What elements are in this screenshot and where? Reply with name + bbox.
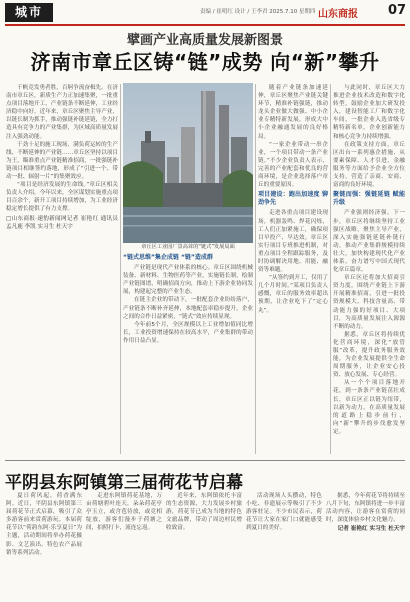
page-number: 07 (388, 3, 407, 18)
paragraph: 夏日荷风起，荷香满东阿。近日，平阴县东阿镇第三届荷花节正式启幕，吸引了众多游客前来赏荷游玩。本届荷花节以“荷韵东阿·乐享夏日”为主题，活动期间将举办荷花摄影、文艺演出、特色农产品展销等系列活动。 (6, 493, 82, 556)
article-kicker: 擘画产业高质量发展新图景 (126, 33, 283, 48)
paragraph: “从签约到开工，仅用了几个月时间。”某项目负责人感慨，章丘的服务效率超出预期，让企业吃下了“定心丸”。 (258, 275, 328, 314)
photo-caption: 章丘区工业园厂景高耸的“链式”发展局面 (141, 244, 235, 250)
paragraph: 今年前5个月，全区规模以上工业增加值同比增长，工业投资增速保持在较高水平，产业集群的带动作用日益凸显。 (123, 321, 253, 344)
article2-headline: 平阴县东阿镇第三届荷花节启幕 (5, 473, 243, 493)
article2-column-4 (246, 492, 322, 598)
byline: 记者 崔艳红 实习生 杜天宇 (337, 526, 405, 533)
paragraph: 据悉，章丘区将持续优化营商环境，深化“放管服”改革，提升政务服务效能，为企业发展提供全生命周期服务，让企业安心投资、放心发展、专心经营。 (333, 331, 405, 379)
article-column-3 (258, 84, 328, 454)
column-rule (120, 84, 121, 454)
newspaper-name: 山东商报 (318, 9, 358, 20)
paragraph: 近年来，东阿镇依托丰富的生态资源，大力发展乡村旅游，荷花节已成为当地的特色文旅品牌，带动了周边村民增收致富。 (166, 493, 242, 532)
paragraph: 在政策支持方面，章丘区出台一系列惠企措施，从要素保障、人才引进、金融服务等方面给予企业全方位支持，营造了亲商、安商、富商的良好环境。 (333, 141, 405, 189)
paragraph: 与此同时，章丘区大力推进企业技术改造和数字化转型，鼓励企业加大研发投入，建设智能工厂和数字化车间，一批企业入选省级专精特新名单，企业创新能力和核心竞争力持续增强。 (333, 85, 405, 140)
byline: □山东商报·速豹新闻网记者 崔艳红 通讯员 孟凡鹿 李凯 实习生 杜天宇 (6, 215, 118, 230)
paragraph: 从一个个项目落地开花，到一条条产业链茁壮成长，章丘区正以链为纽带，以新为动力，在高质量发展的道路上稳步前行，向“新”攀升的步伐愈发坚定。 (333, 380, 405, 435)
industrial-plant-illustration (123, 83, 253, 243)
paragraph: 随着产业链条加速延伸，章丘区聚焦产业链关键环节，精准补链强链，推动龙头企业做大做强、中小企业专精特新发展，形成大中小企业融通发展的良好格局。 (258, 85, 328, 140)
column-rule (330, 84, 331, 454)
page-header (0, 0, 410, 24)
section-subhead: “链式思维”集企成链 “链”造成群 (123, 254, 213, 261)
paragraph: “项目是经济发展的生命线。”章丘区相关负责人介绍，今年以来，全区谋划实施重点项目百余个，新开工项目持续增加，为工业经济稳定增长提供了有力支撑。 (6, 182, 118, 213)
paragraph: 走进东阿镇荷花基地，万亩荷塘碧叶连天，朵朵荷花亭亭玉立，或含苞待放，或竞相绽放，游客们漫步于荷塘之间，拍照打卡，流连忘返。 (86, 493, 162, 532)
paragraph: “一家企业带动一串企业，一个项目带动一条产业链。”不少企业负责人表示，完善的产业配套和优良的营商环境，是企业选择落户章丘的重要原因。 (258, 141, 328, 189)
article2-column-1 (6, 492, 82, 598)
paragraph: 产业链是现代产业体系的核心。章丘区围绕机械装备、新材料、生物医药等产业，实施链长制，绘制产业链图谱，明确招商方向，推动上下游企业协同发展，构建起完整的产业生态。 (123, 265, 253, 296)
article2-column-2 (86, 492, 162, 598)
column-rule (255, 84, 256, 454)
paragraph: 活动现场人头攒动，特色小吃、非遗展示等吸引了不少游客驻足。不少市民表示，荷花节让大家在家门口就能感受到夏日的美好。 (246, 493, 322, 532)
article-column-4 (333, 84, 405, 454)
page-meta: 责编 / 崔明红 设计 / 王李君 2025.7.10 星期四 (200, 9, 316, 15)
article-divider (5, 460, 405, 461)
paragraph: 在链主企业的带动下，一批配套企业纷纷落户，产业链条不断补齐延伸，本地配套率稳步提升，企业之间的合作日益紧密，“链式”效应持续显现。 (123, 297, 253, 320)
header-rule (5, 24, 405, 26)
article-headline: 济南市章丘区铸“链”成势 向“新”攀升 (30, 50, 380, 74)
paragraph: 据悉，今年荷花节将持续至八月下旬，东阿镇将进一步丰富活动内容，让游客在赏荷的同时，深度体验乡村文化魅力。 (326, 493, 405, 524)
paragraph: 章丘区还将加大招商引资力度，围绕产业链上下游开展精准招商，引进一批投资规模大、科技含量高、带动能力强的好项目、大项目，为高质量发展注入源源不断的动力。 (333, 275, 405, 330)
factory-photo (123, 83, 253, 243)
paragraph: 千帆竞发勇者胜，百舸争流奋楫先。在济南市章丘区，新质生产力正加速集聚，一批重点项目落地开工，产业链条不断延伸，工业经济稳中向好。近年来，章丘区聚焦主导产业，以链长制为抓手，推动强链补链延链，全力打造具有竞争力的产业集群，为区域高质量发展注入强劲动能。 (6, 85, 118, 140)
section-tag: 城市 (5, 3, 53, 22)
article2-column-5 (326, 492, 405, 598)
article-column-2 (123, 252, 253, 454)
section-subhead: 项目建设：跑出加速度 铆劲争先 (258, 191, 328, 207)
section-subhead: 聚链而强：强链延链 赋能升级 (333, 191, 405, 207)
article2-column-3 (166, 492, 242, 598)
paragraph: 干劲十足的施工现场、满负荷运转的生产线、不断延伸的产业链……章丘区坚持以项目为王，瞄准重点产业链精准招商，一批强链补链项目相继签约落地，形成了“引进一个、带动一批、辐射一片”的集聚效应。 (6, 141, 118, 181)
article-column-1 (6, 84, 118, 454)
paragraph: 走进各重点项目建设现场，机器轰鸣、焊花闪烁，工人们正加紧施工，确保项目早投产、早达效。章丘区实行项目专班推进机制，对重点项目全程跟踪服务，及时协调解决用地、用能、融资等难题。 (258, 210, 328, 274)
paragraph: 产业强则经济强。下一步，章丘区将继续坚持工业强区战略，聚焦主导产业，深入实施强链延链补链行动，推动产业集群规模持续壮大，加快构建现代化产业体系，奋力谱写中国式现代化章丘篇章。 (333, 210, 405, 274)
